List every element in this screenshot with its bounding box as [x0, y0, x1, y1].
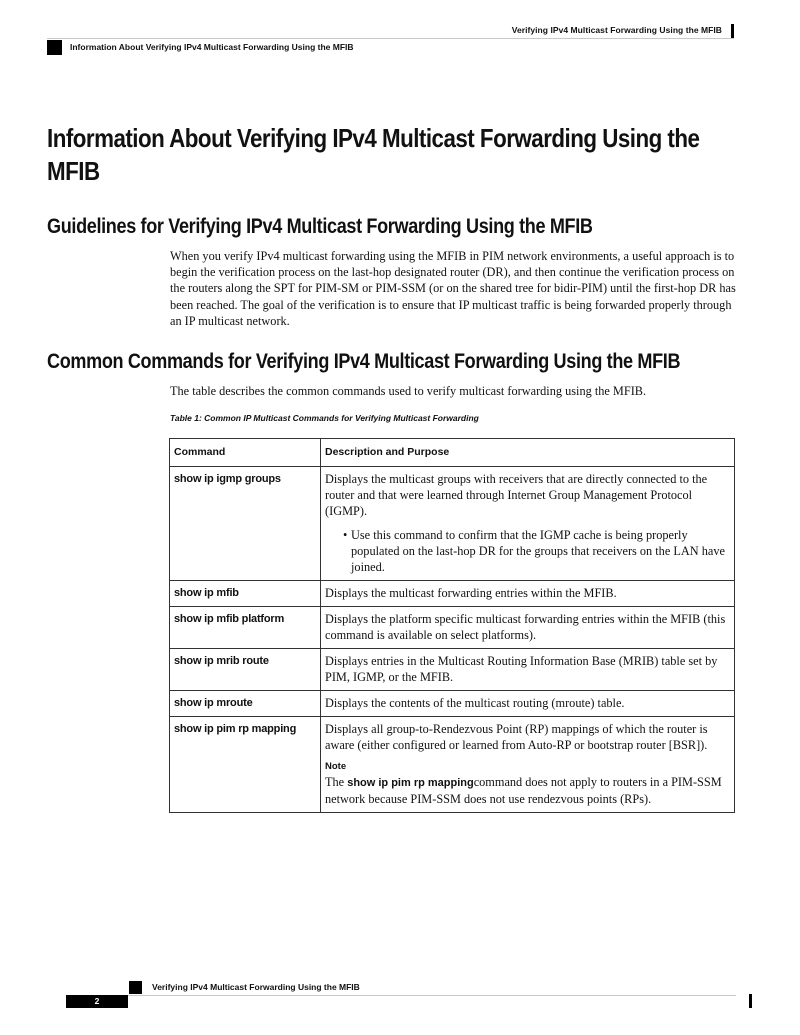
common-commands-heading: Common Commands for Verifying IPv4 Multicast Forwarding Using the MFIB: [47, 350, 681, 373]
description-cell: Displays entries in the Multicast Routing Information Base (MRIB) table set by PIM, IGMP, or the MFIB.: [321, 649, 735, 691]
footer-edge-bar: [749, 994, 752, 1008]
table-caption: Table 1: Common IP Multicast Commands for Verifying Multicast Forwarding: [170, 413, 479, 423]
note-label: Note: [325, 761, 347, 772]
command-cell: show ip mroute: [170, 691, 321, 717]
description-cell: Displays the platform specific multicast forwarding entries within the MFIB (this command is available on select platforms).: [321, 607, 735, 649]
table-row: [170, 649, 735, 691]
column-header-description: Description and Purpose: [321, 439, 735, 467]
command-cell: show ip igmp groups: [170, 467, 321, 581]
footer-marker-square: [129, 981, 142, 994]
footer-divider: [66, 995, 736, 996]
bullet-text: Use this command to confirm that the IGMP cache is being properly populated on the last-hop DR for the groups that receivers on the LAN have joined.: [351, 528, 725, 574]
guidelines-heading: Guidelines for Verifying IPv4 Multicast Forwarding Using the MFIB: [47, 215, 593, 238]
command-cell: show ip pim rp mapping: [170, 717, 321, 813]
common-commands-intro: The table describes the common commands used to verify multicast forwarding using the MFIB.: [170, 384, 647, 398]
running-section-title: Information About Verifying IPv4 Multicast Forwarding Using the MFIB: [70, 42, 354, 52]
description-text: Displays all group-to-Rendezvous Point (RP) mappings of which the router is aware (either configured or learned from Auto-RP or bootstrap router [BSR]).: [325, 722, 708, 752]
header-divider: [47, 38, 734, 39]
description-cell: [321, 467, 735, 581]
description-text: Displays the multicast groups with receivers that are directly connected to the router and that were learned through Internet Group Management Protocol (IGMP).: [325, 472, 708, 518]
page-number: 2: [66, 995, 128, 1008]
header-edge-bar: [731, 24, 734, 38]
command-cell: show ip mfib platform: [170, 607, 321, 649]
table-row: [170, 607, 735, 649]
command-cell: show ip mfib: [170, 581, 321, 607]
table-row: [170, 717, 735, 813]
running-header-title: Verifying IPv4 Multicast Forwarding Using the MFIB: [511, 25, 722, 35]
description-cell: Displays the contents of the multicast routing (mroute) table.: [321, 691, 735, 717]
table-row: [170, 581, 735, 607]
note-suffix: command does not apply to routers in a PIM-SSM network because PIM-SSM does not use rendezvous points (RPs).: [325, 775, 722, 806]
page-title: Information About Verifying IPv4 Multicast Forwarding Using the MFIB: [47, 123, 700, 186]
bullet-item: [343, 527, 730, 575]
table-row: [170, 691, 735, 717]
bullet-icon: •: [343, 528, 348, 542]
note-command: show ip pim rp mapping: [347, 777, 474, 789]
description-cell: [321, 717, 735, 813]
note-prefix: The: [325, 775, 348, 789]
footer-title: Verifying IPv4 Multicast Forwarding Using the MFIB: [152, 982, 360, 992]
commands-table: [169, 438, 735, 813]
section-marker-square: [47, 40, 62, 55]
description-cell: Displays the multicast forwarding entries within the MFIB.: [321, 581, 735, 607]
guidelines-paragraph: When you verify IPv4 multicast forwarding using the MFIB in PIM network environments, a useful approach is to begin the verification process on the last-hop designated router (DR), and then continue the verification process on the routers along the SPT for PIM-SM or PIM-SSM (or on the shared tree for bidir-PIM) until the first-hop DR has been reached. The goal of the verification is to ensure that IP multicast traffic is being forwarded properly through an IP multicast network.: [170, 249, 736, 328]
command-cell: show ip mrib route: [170, 649, 321, 691]
column-header-command: Command: [170, 439, 321, 467]
table-row: [170, 467, 735, 581]
note-text: [325, 774, 730, 807]
table-header-row: [170, 439, 735, 467]
